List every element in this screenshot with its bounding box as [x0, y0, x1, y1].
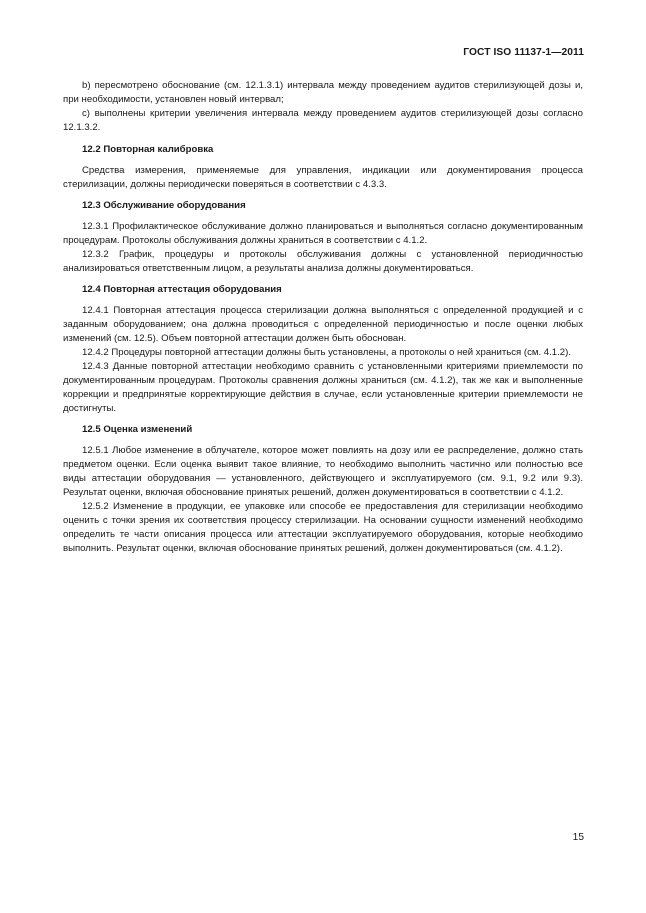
paragraph-12-5-2: 12.5.2 Изменение в продукции, ее упаковке или способе ее предоставления для стерилизации необходимо оценить с точки зрения их соответствия процессу стерилизации. На основании сущности изменений необходимо определить те части описания процесса или аттестации эксплуатируемого оборудования, которые необходимо выполнить. Результат оценки, включая обоснование принятых решений, должен документироваться (см. 4.1.2).	[63, 501, 583, 554]
section-heading-12-4: 12.4 Повторная аттестация оборудования	[82, 284, 282, 295]
section-heading-12-2: 12.2 Повторная калибровка	[82, 144, 214, 155]
section-heading-12-5: 12.5 Оценка изменений	[82, 424, 193, 435]
document-header: ГОСТ ISO 11137-1—2011	[463, 47, 584, 58]
paragraph-12-5-1: 12.5.1 Любое изменение в облучателе, которое может повлиять на дозу или ее распределение, должно стать предметом оценки. Если оценка выявит такое влияние, то необходимо выполнить частично или полностью все виды аттестации оборудования — установленного, действующего и эксплуатируемого (см. 9.1, 9.2 или 9.3). Результат оценки, включая обоснование принятых решений, должен документироваться в соответствии с 4.1.2.	[63, 445, 583, 498]
document-body	[63, 79, 583, 556]
paragraph-12-3-2: 12.3.2 График, процедуры и протоколы обслуживания должны с установленной периодичностью анализироваться ответственным лицом, а результаты анализа должны документироваться.	[63, 249, 583, 274]
paragraph-12-4-1: 12.4.1 Повторная аттестация процесса стерилизации должна выполняться с определенной продукцией и с заданным оборудованием; она должна проводиться с определенной периодичностью и после оценки любых изменений (см. 12.5). Объем повторной аттестации должен быть обоснован.	[63, 305, 583, 344]
section-heading-12-3: 12.3 Обслуживание оборудования	[82, 200, 246, 211]
paragraph-12-2: Средства измерения, применяемые для управления, индикации или документирования процесса стерилизации, должны периодически поверяться в соответствии с 4.3.3.	[63, 165, 583, 190]
paragraph-c: c) выполнены критерии увеличения интервала между проведением аудитов стерилизующей дозы согласно 12.1.3.2.	[63, 108, 583, 133]
paragraph-12-4-3: 12.4.3 Данные повторной аттестации необходимо сравнить с установленными критериями приемлемости по документированным процедурам. Протоколы сравнения должны храниться (см. 4.1.2), так же как и выполненные коррекции и предпринятые корректирующие действия в случае, если установленные критерии приемлемости не достигнуты.	[63, 361, 583, 414]
paragraph-12-3-1: 12.3.1 Профилактическое обслуживание должно планироваться и выполняться согласно документированным процедурам. Протоколы обслуживания должны храниться в соответствии с 4.1.2.	[63, 221, 583, 246]
page-number: 15	[572, 832, 584, 843]
paragraph-12-4-2: 12.4.2 Процедуры повторной аттестации должны быть установлены, а протоколы о ней храниться (см. 4.1.2).	[82, 347, 572, 358]
paragraph-b: b) пересмотрено обоснование (см. 12.1.3.1) интервала между проведением аудитов стерилизующей дозы и, при необходимости, установлен новый интервал;	[63, 80, 583, 105]
